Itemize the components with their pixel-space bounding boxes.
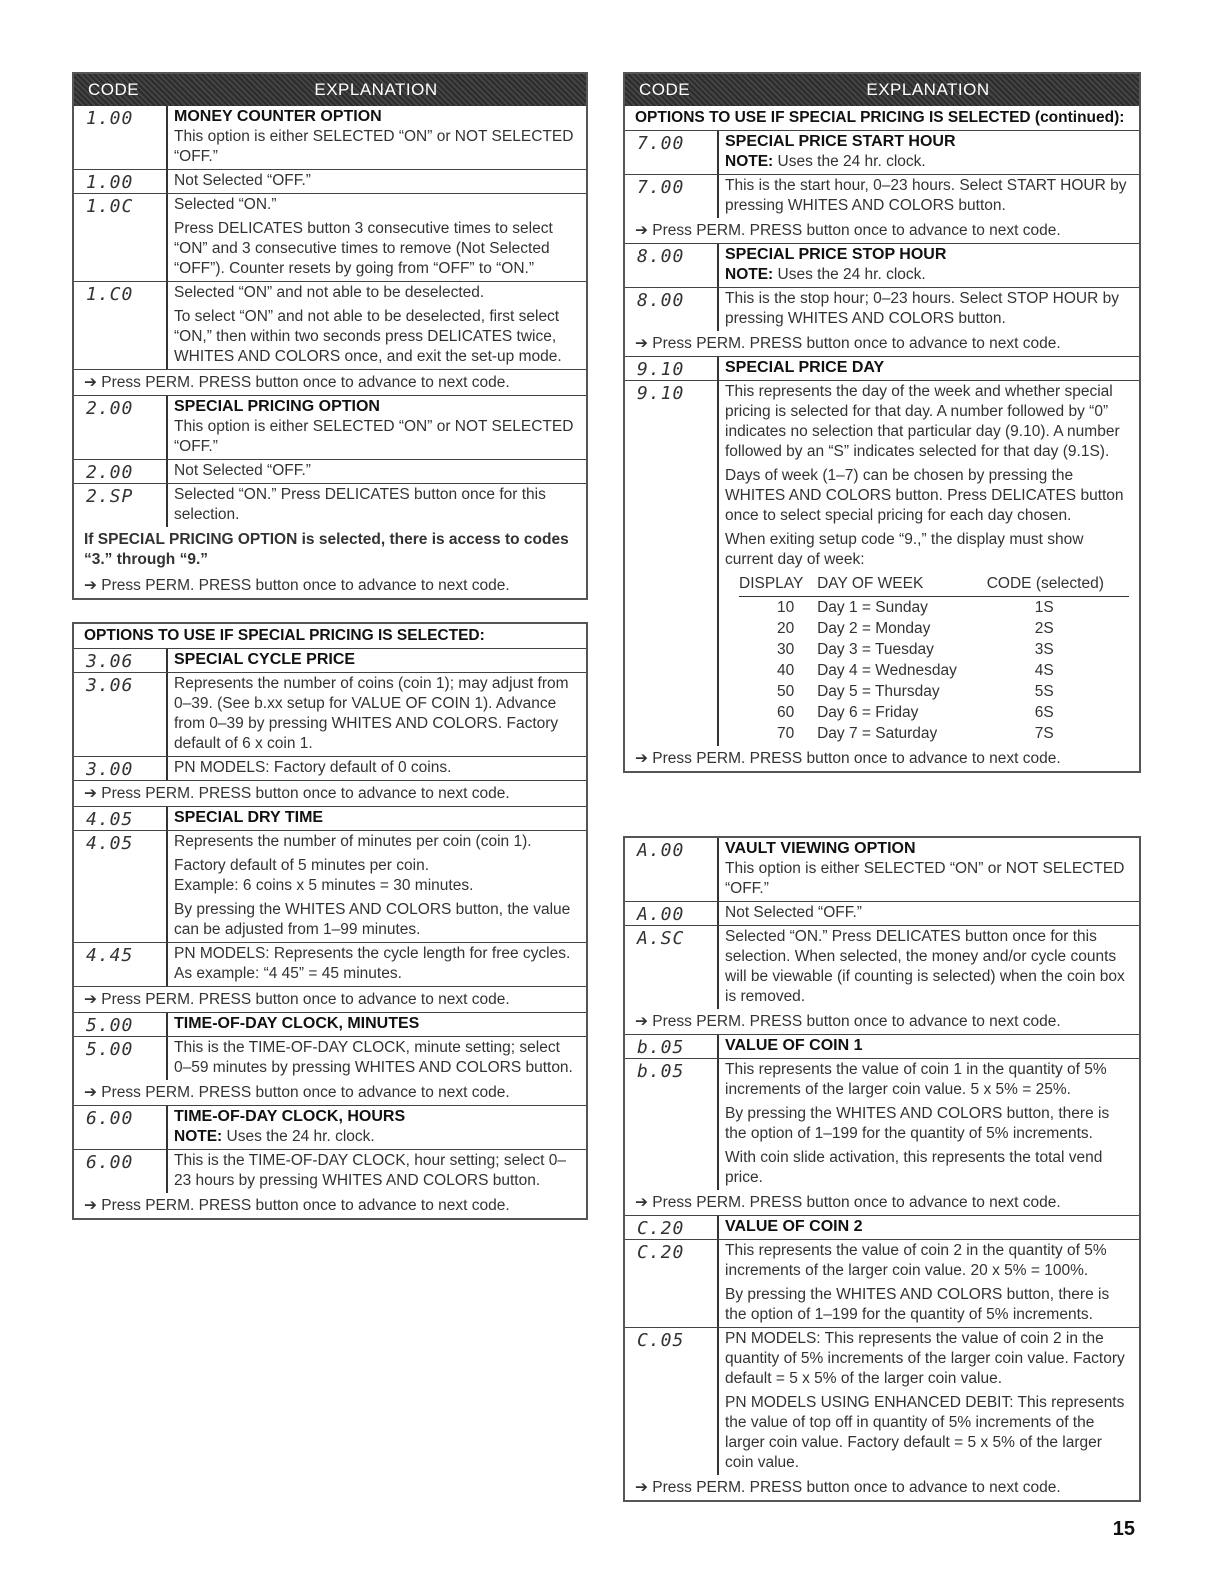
advance-instruction: ➔ Press PERM. PRESS button once to advance to next code. [84, 1197, 510, 1214]
option-title: MONEY COUNTER OPTION [174, 108, 382, 125]
code-display: 1.C0 [86, 284, 134, 305]
header-explanation: EXPLANATION [314, 80, 438, 99]
row-text: With coin slide activation, this represents the total vend price. [725, 1149, 1103, 1186]
row-text: Not Selected “OFF.” [717, 902, 1139, 925]
cell: 50 [777, 683, 795, 700]
table-row [739, 618, 1129, 639]
header-explanation: EXPLANATION [866, 80, 990, 99]
cell: 2S [1034, 620, 1054, 637]
note-label: NOTE: [725, 153, 774, 170]
table-row [625, 1035, 1139, 1059]
option-title: SPECIAL PRICE STOP HOUR [725, 246, 947, 263]
header-code: CODE [639, 80, 691, 99]
advance-instruction: ➔ Press PERM. PRESS button once to advance to next code. [635, 1479, 1061, 1496]
advance-instruction: ➔ Press PERM. PRESS button once to advance to next code. [74, 370, 586, 396]
table-row [74, 1150, 586, 1193]
code-display: 5.00 [86, 1015, 134, 1036]
code-display: 4.05 [86, 833, 134, 854]
col-header: DAY OF WEEK [817, 574, 987, 597]
row-text: This represents the day of the week and whether special pricing is selected for that day. A number followed by “0” indicates no selection that particular day (9.10). A number followed by an “S” indicates selected for that day (9.1S). [725, 383, 1120, 460]
row-text: As example: “4 45” = 45 minutes. [174, 965, 402, 982]
code-display: b.05 [637, 1061, 685, 1082]
row-text: Factory default of 5 minutes per coin. [174, 857, 430, 874]
row-text: PN MODELS USING ENHANCED DEBIT: This represents the value of top off in quantity of 5% increments of the larger coin value. Factory default = 5 x 5% of the larger coin value. [725, 1394, 1125, 1471]
table-row [74, 396, 586, 460]
table-row [625, 902, 1139, 926]
cell: 40 [777, 662, 795, 679]
option-title: TIME-OF-DAY CLOCK, HOURS [174, 1108, 406, 1125]
advance-instruction: ➔ Press PERM. PRESS button once to advance to next code. [625, 1009, 1139, 1035]
code-display: 6.00 [86, 1108, 134, 1129]
code-display: 2.00 [86, 462, 134, 483]
cell: Day 2 = Monday [817, 620, 931, 637]
advance-instruction: ➔ Press PERM. PRESS button once to advance to next code. [74, 1080, 586, 1106]
table-row [74, 831, 586, 943]
option-desc: This option is either SELECTED “ON” or NOT SELECTED “OFF.” [174, 418, 574, 455]
table-row [74, 484, 586, 527]
code-display: C.20 [637, 1242, 685, 1263]
row-text: PN MODELS: Factory default of 0 coins. [166, 757, 586, 780]
cell: Day 6 = Friday [817, 704, 919, 721]
cell: 60 [777, 704, 795, 721]
header-code: CODE [88, 80, 140, 99]
code-display: 4.05 [86, 809, 134, 830]
code-display: 3.06 [86, 675, 134, 696]
code-display: 4.45 [86, 945, 134, 966]
option-title: VAULT VIEWING OPTION [725, 840, 916, 857]
row-text: By pressing the WHITES AND COLORS button, the value can be adjusted from 1–99 minutes. [174, 901, 571, 938]
code-display: 6.00 [86, 1152, 134, 1173]
row-text: Represents the number of minutes per coin (coin 1). [174, 833, 532, 850]
row-text: This represents the value of coin 1 in the quantity of 5% increments of the larger coin value. 5 x 5% = 25%. [725, 1061, 1107, 1098]
table-row [74, 170, 586, 194]
row-text: This is the stop hour; 0–23 hours. Select STOP HOUR by pressing WHITES AND COLORS button. [717, 288, 1139, 331]
cell: 4S [1034, 662, 1054, 679]
cell: 20 [777, 620, 795, 637]
table-row [74, 1037, 586, 1080]
row-text: By pressing the WHITES AND COLORS button, there is the option of 1–199 for the quantity of 5% increments. [725, 1105, 1110, 1142]
option-title: SPECIAL PRICE START HOUR [725, 133, 956, 150]
table-row [625, 131, 1139, 175]
cell: Day 4 = Wednesday [817, 662, 957, 679]
option-title: SPECIAL PRICING OPTION [174, 398, 380, 415]
advance-instruction: ➔ Press PERM. PRESS button once to advance to next code. [74, 781, 586, 807]
cell: Day 1 = Sunday [817, 599, 928, 616]
note-label: NOTE: [725, 266, 774, 283]
cell: Day 7 = Saturday [817, 725, 938, 742]
row-text: Selected “ON.” Press DELICATES button once for this selection. [166, 484, 586, 527]
option-title: SPECIAL CYCLE PRICE [166, 649, 586, 672]
row-text: Represents the number of coins (coin 1); may adjust from 0–39. (See b.xx setup for VALUE OF COIN 1). Advance from 0–39 by pressing WHITES AND COLORS. Factory default of 6 x coin 1. [166, 673, 586, 756]
table-row [739, 639, 1129, 660]
table-row [625, 1059, 1139, 1190]
advance-instruction: ➔ Press PERM. PRESS button once to advance to next code. [74, 987, 586, 1013]
table-row [74, 807, 586, 831]
row-text: When exiting setup code “9.,” the display must show current day of week: [725, 531, 1084, 568]
row-text: Selected “ON.” Press DELICATES button once for this selection. When selected, the money and/or cycle counts will be viewable (if counting is selected) when the coin box is removed. [717, 926, 1139, 1009]
row-text: This is the start hour, 0–23 hours. Select START HOUR by pressing WHITES AND COLORS button. [717, 175, 1139, 218]
col-header: DISPLAY [739, 574, 817, 597]
row-text: This is the TIME-OF-DAY CLOCK, hour setting; select 0–23 hours by pressing WHITES AND COLORS button. [166, 1150, 586, 1193]
row-text: Not Selected “OFF.” [166, 170, 586, 193]
table-row [74, 1013, 586, 1037]
special-pricing-options-table [72, 622, 588, 1220]
cell: Day 3 = Tuesday [817, 641, 934, 658]
row-text: This represents the value of coin 2 in the quantity of 5% increments of the larger coin value. 20 x 5% = 100%. [725, 1242, 1107, 1279]
code-display: 8.00 [637, 246, 685, 267]
code-display: 1.0C [86, 196, 134, 217]
table-row [74, 460, 586, 484]
table-row [625, 1240, 1139, 1328]
cell: 6S [1034, 704, 1054, 721]
row-text: Selected “ON” and not able to be deselected. [174, 284, 485, 301]
table-header [625, 74, 1139, 106]
row-text: Press DELICATES button 3 consecutive times to select “ON” and 3 consecutive times to remove (Not Selected “OFF”). Counter resets by going from “OFF” to “ON.” [174, 220, 553, 277]
option-title: VALUE OF COIN 2 [717, 1216, 1139, 1239]
access-note: If SPECIAL PRICING OPTION is selected, there is access to codes “3.” through “9.” [84, 531, 569, 568]
code-display: 9.10 [637, 383, 685, 404]
table-header [74, 74, 586, 106]
advance-instruction: ➔ Press PERM. PRESS button once to advance to next code. [625, 218, 1139, 244]
table-row [74, 194, 586, 282]
cell: 10 [777, 599, 795, 616]
cell: 70 [777, 725, 795, 742]
cell: 5S [1034, 683, 1054, 700]
code-display: A.00 [637, 904, 685, 925]
table-row [625, 926, 1139, 1009]
cell: 30 [777, 641, 795, 658]
code-display: 7.00 [637, 177, 685, 198]
row-text: This is the TIME-OF-DAY CLOCK, minute setting; select 0–59 minutes by pressing WHITES AND COLORS button. [166, 1037, 586, 1080]
code-display: 2.00 [86, 398, 134, 419]
row-text: To select “ON” and not able to be deselected, first select “ON,” then within two seconds press DELICATES twice, WHITES AND COLORS once, and exit the set-up mode. [174, 308, 562, 365]
table-row [74, 673, 586, 757]
code-display: C.05 [637, 1330, 685, 1351]
row-text: By pressing the WHITES AND COLORS button, there is the option of 1–199 for the quantity of 5% increments. [725, 1286, 1110, 1323]
table-row [625, 1328, 1139, 1475]
table-row [739, 660, 1129, 681]
table-row [739, 681, 1129, 702]
table-row [74, 649, 586, 673]
vault-coin-table [623, 836, 1141, 1502]
table-row [625, 357, 1139, 381]
day-of-week-table [739, 574, 1129, 744]
note-label: NOTE: [174, 1128, 223, 1145]
note-text: Uses the 24 hr. clock. [773, 266, 926, 283]
table-row [625, 1216, 1139, 1240]
cell: 3S [1034, 641, 1054, 658]
table-row [74, 106, 586, 170]
code-display: A.SC [637, 928, 685, 949]
row-text: Selected “ON.” [174, 196, 277, 213]
code-display: 2.SP [86, 486, 134, 507]
option-desc: This option is either SELECTED “ON” or NOT SELECTED “OFF.” [174, 128, 574, 165]
option-desc: This option is either SELECTED “ON” or NOT SELECTED “OFF.” [725, 860, 1125, 897]
code-display: 3.00 [86, 759, 134, 780]
table-row [739, 702, 1129, 723]
code-display: 9.10 [637, 359, 685, 380]
special-pricing-continued-table [623, 72, 1141, 773]
advance-instruction: ➔ Press PERM. PRESS button once to advance to next code. [635, 750, 1061, 767]
table-row [74, 1106, 586, 1150]
money-pricing-table [72, 72, 588, 600]
code-display: 3.06 [86, 651, 134, 672]
option-title: SPECIAL DRY TIME [166, 807, 586, 830]
code-display: b.05 [637, 1037, 685, 1058]
row-text: Example: 6 coins x 5 minutes = 30 minutes. [174, 877, 474, 894]
cell: 7S [1034, 725, 1054, 742]
table-row [74, 282, 586, 370]
table-row [74, 757, 586, 781]
row-text: PN MODELS: Represents the cycle length for free cycles. [174, 945, 571, 962]
code-display: C.20 [637, 1218, 685, 1239]
table-row [739, 597, 1129, 619]
table-row [625, 288, 1139, 331]
option-title: VALUE OF COIN 1 [717, 1035, 1139, 1058]
table-row [625, 381, 1139, 746]
code-display: 7.00 [637, 133, 685, 154]
table-row [739, 723, 1129, 744]
table-row [625, 838, 1139, 902]
table-row [74, 943, 586, 987]
advance-instruction: ➔ Press PERM. PRESS button once to advance to next code. [625, 331, 1139, 357]
table-row [625, 175, 1139, 218]
page-number: 15 [1112, 1518, 1135, 1540]
section-heading: OPTIONS TO USE IF SPECIAL PRICING IS SELECTED (continued): [625, 106, 1139, 131]
col-header: CODE (selected) [987, 574, 1129, 597]
advance-instruction: ➔ Press PERM. PRESS button once to advance to next code. [84, 577, 510, 594]
code-display: A.00 [637, 840, 685, 861]
code-display: 1.00 [86, 108, 134, 129]
table-row [625, 244, 1139, 288]
cell: 1S [1034, 599, 1054, 616]
code-display: 5.00 [86, 1039, 134, 1060]
advance-instruction: ➔ Press PERM. PRESS button once to advance to next code. [625, 1190, 1139, 1216]
row-text: PN MODELS: This represents the value of coin 2 in the quantity of 5% increments of the larger coin value. Factory default = 5 x 5% of the larger coin value. [725, 1330, 1125, 1387]
section-heading: OPTIONS TO USE IF SPECIAL PRICING IS SELECTED: [74, 624, 586, 649]
note-text: Uses the 24 hr. clock. [222, 1128, 375, 1145]
code-display: 1.00 [86, 172, 134, 193]
code-display: 8.00 [637, 290, 685, 311]
option-title: TIME-OF-DAY CLOCK, MINUTES [166, 1013, 586, 1036]
option-title: SPECIAL PRICE DAY [717, 357, 1139, 380]
row-text: Days of week (1–7) can be chosen by pressing the WHITES AND COLORS button. Press DELICATES button once to select special pricing for each day chosen. [725, 467, 1124, 524]
cell: Day 5 = Thursday [817, 683, 940, 700]
row-text: Not Selected “OFF.” [166, 460, 586, 483]
note-text: Uses the 24 hr. clock. [773, 153, 926, 170]
